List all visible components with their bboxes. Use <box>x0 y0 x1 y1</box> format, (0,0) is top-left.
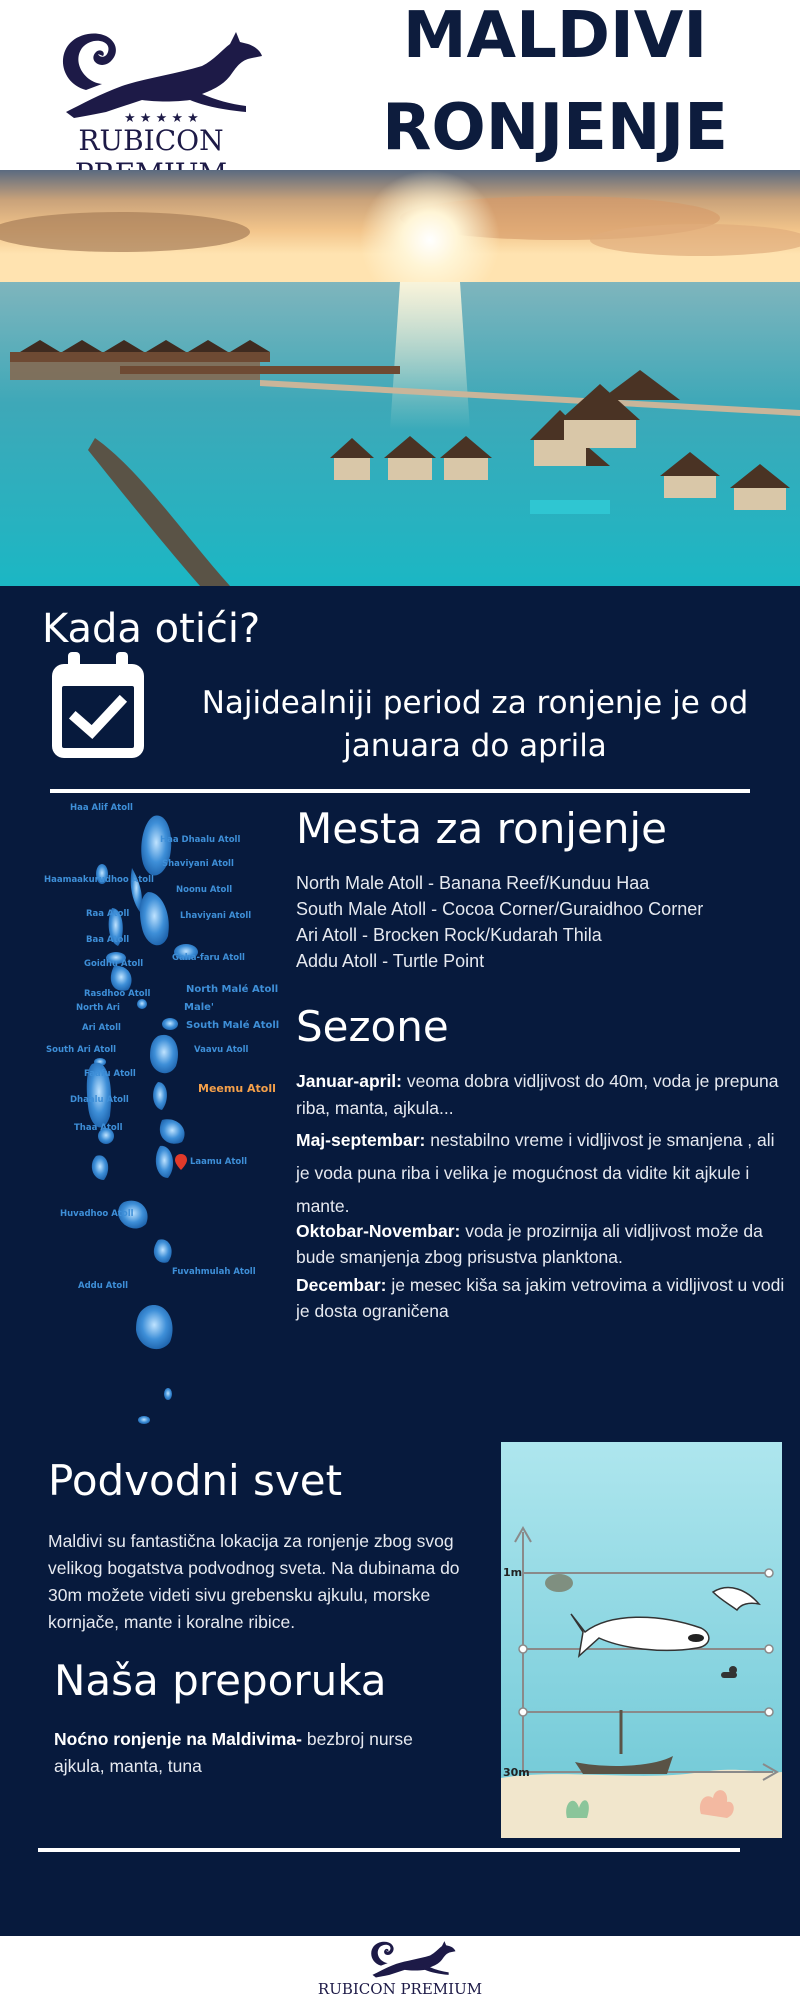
map-label: Ari Atoll <box>82 1023 121 1033</box>
hero-photo <box>0 170 800 586</box>
content-section <box>0 586 800 1936</box>
map-label: Gaha-faru Atoll <box>172 953 245 963</box>
divider <box>50 789 750 793</box>
season-text: je mesec kiša sa jakim vetrovima a vidljivost u vodi je dosta ograničena <box>296 1275 785 1321</box>
map-label: South Ari Atoll <box>46 1045 117 1055</box>
map-label: Laamu Atoll <box>190 1157 248 1167</box>
season-label: Januar-april: <box>296 1071 402 1091</box>
depth-top-label: 1m <box>503 1566 523 1579</box>
map-label: North Ari <box>76 1003 120 1013</box>
map-label: Rasdhoo Atoll <box>84 989 151 999</box>
map-label: Male' <box>184 1002 214 1013</box>
map-label: Haamaakurudhoo Atoll <box>44 875 154 885</box>
map-label: Dhaalu Atoll <box>70 1095 129 1105</box>
page-title-line2: RONJENJE <box>382 91 728 165</box>
page-title-line1: MALDIVI <box>402 0 708 73</box>
map-label: South Malé Atoll <box>186 1020 280 1031</box>
map-label: North Malé Atoll <box>186 984 279 995</box>
preporuka-heading: Naša preporuka <box>54 1656 387 1705</box>
season-label: Decembar: <box>296 1275 387 1295</box>
season-item <box>296 1068 791 1122</box>
map-label: Baa Atoll <box>86 935 130 945</box>
logo-text: RUBICON <box>78 124 224 157</box>
season-label: Maj-septembar: <box>296 1130 426 1150</box>
list-item: South Male Atoll - Cocoa Corner/Guraidhoo Corner <box>296 899 704 919</box>
podvodni-text: Maldivi su fantastična lokacija za ronjenje zbog svog velikog bogatstva podvodnog sveta. Na dubinama do 30m možete videti sivu grebensku ajkulu, morske kornjače, mante i koralne ribice. <box>48 1531 460 1632</box>
season-item <box>296 1272 791 1324</box>
podvodni-heading: Podvodni svet <box>48 1456 343 1505</box>
season-item <box>296 1124 791 1223</box>
header <box>0 0 800 170</box>
map-label: Haa Alif Atoll <box>70 803 133 813</box>
season-text: veoma dobra vidljivost do 40m, voda je prepuna riba, manta, ajkula... <box>296 1071 779 1118</box>
map-label: Vaavu Atoll <box>194 1045 249 1055</box>
map-label: Haa Dhaalu Atoll <box>160 835 241 845</box>
svg-text:★ ★ ★ ★ ★: ★ ★ ★ ★ ★ <box>124 111 199 124</box>
dive-sites-list <box>296 870 776 974</box>
depth-illustration <box>501 1442 782 1838</box>
list-item: Addu Atoll - Turtle Point <box>296 951 485 971</box>
panther-logo-icon <box>26 20 276 124</box>
map-label: Lhaviyani Atoll <box>180 911 252 921</box>
preporuka-bold: Noćno ronjenje na Maldivima- <box>54 1729 302 1749</box>
panther-logo-icon <box>312 1936 488 1980</box>
list-item: Ari Atoll - Brocken Rock/Kudarah Thila <box>296 925 602 945</box>
season-item <box>296 1218 791 1270</box>
rubicon-logo <box>6 20 296 160</box>
sezone-heading: Sezone <box>296 1002 449 1051</box>
map-label: Addu Atoll <box>78 1281 129 1291</box>
preporuka-text <box>54 1726 454 1780</box>
season-text: voda je prozirnija ali vidljivost može da bude smanjenja zbog prisustva planktona. <box>296 1221 763 1267</box>
map-label: Meemu Atoll <box>198 1082 276 1095</box>
map-pin-icon <box>175 1154 187 1170</box>
list-item: North Male Atoll - Banana Reef/Kunduu Haa <box>296 873 650 893</box>
kada-text: Najidealniji period za ronjenje je od januara do aprila <box>201 685 749 764</box>
depth-bottom-label: 30m <box>503 1766 530 1779</box>
map-label: Goidhu Atoll <box>84 959 144 969</box>
mesta-heading: Mesta za ronjenje <box>296 804 667 853</box>
footer-logo <box>312 1936 488 2000</box>
map-label: Huvadhoo Atoll <box>60 1209 134 1219</box>
map-label: Raa Atoll <box>86 909 130 919</box>
map-label: Noonu Atoll <box>176 885 233 895</box>
season-text: nestabilno vreme i vidljivost je smanjena , ali je voda puna riba i velika je mogućnost da vidite kit ajkule i mante. <box>296 1130 775 1216</box>
map-label: Faafu Atoll <box>84 1069 136 1079</box>
maldives-map <box>44 796 294 1426</box>
divider <box>38 1848 740 1852</box>
footer <box>0 1936 800 2000</box>
footer-logo-text: RUBICON PREMIUM <box>317 1980 483 1998</box>
kada-heading: Kada otići? <box>42 606 261 652</box>
season-label: Oktobar-Novembar: <box>296 1221 461 1241</box>
map-label: Shaviyani Atoll <box>162 859 234 869</box>
map-label: Thaa Atoll <box>74 1123 123 1133</box>
calendar-check-icon <box>48 650 148 762</box>
map-label: Fuvahmulah Atoll <box>172 1267 256 1277</box>
preporuka-rest: bezbroj nurse ajkula, manta, tuna <box>54 1729 413 1776</box>
